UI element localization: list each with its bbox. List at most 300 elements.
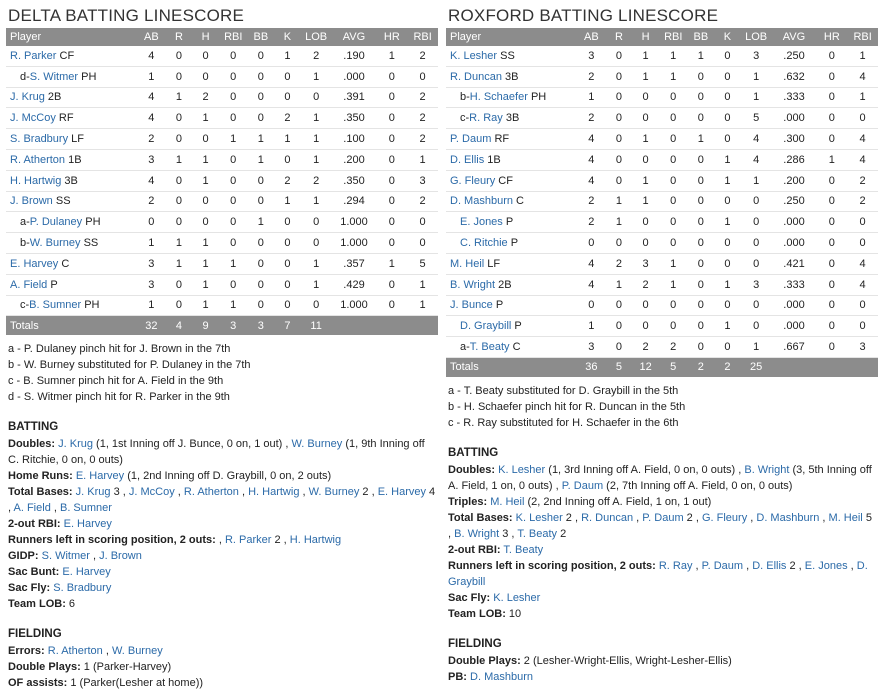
detail: (1, 1st Inning off J. Bunce, 0 on, 1 out) , <box>92 438 289 451</box>
stat-cell-h: 1 <box>192 253 219 274</box>
player-link[interactable]: K. Lesher <box>515 511 563 524</box>
total-empty <box>331 316 376 336</box>
stat-cell-hr: 0 <box>817 46 848 66</box>
stat-cell-rbi2: 2 <box>407 129 438 150</box>
stat-cell-r: 1 <box>166 149 193 170</box>
position: SS <box>55 195 71 208</box>
stat-cell-bb: 0 <box>248 274 275 295</box>
player-link[interactable]: E. Harvey <box>10 257 59 270</box>
position: P <box>514 320 522 333</box>
stat-cell-r: 0 <box>166 212 193 233</box>
player-link[interactable]: E. Harvey <box>62 566 111 579</box>
delta-risp <box>8 532 438 548</box>
delta-batting-section <box>6 419 438 691</box>
stat-cell-ab: 4 <box>577 170 606 191</box>
stat-cell-avg: .632 <box>771 66 816 87</box>
delta-panel <box>6 0 438 691</box>
stat-cell-bb: 0 <box>688 170 715 191</box>
column-header: HR <box>377 28 408 46</box>
player-cell <box>446 337 577 358</box>
stat-cell-avg: 1.000 <box>331 212 376 233</box>
stat-cell-k: 0 <box>714 108 741 129</box>
player-link[interactable]: B. Wright <box>450 278 496 291</box>
column-header: RBI <box>847 28 878 46</box>
stat-cell-r: 0 <box>606 233 633 254</box>
player-link[interactable]: B. Sumner <box>29 299 82 312</box>
stat-cell-hr: 0 <box>817 212 848 233</box>
stat-cell-r: 0 <box>606 337 633 358</box>
stat-cell-k: 0 <box>274 295 301 316</box>
detail: , <box>238 486 249 499</box>
roxford-doubles <box>448 462 878 494</box>
stat-cell-ab: 4 <box>577 149 606 170</box>
player-link[interactable]: D. Graybill <box>460 320 512 333</box>
delta-double-plays <box>8 659 438 675</box>
player-link[interactable]: G. Fleury <box>701 511 748 524</box>
stat-cell-rbi: 0 <box>659 191 688 212</box>
stat-cell-h: 1 <box>192 295 219 316</box>
player-cell <box>6 170 137 191</box>
stat-cell-r: 1 <box>606 191 633 212</box>
player-link[interactable]: B. Wright <box>744 463 790 476</box>
table-row <box>6 66 438 87</box>
position: P <box>50 278 58 291</box>
label: Doubles: <box>448 463 496 476</box>
stat-cell-ab: 4 <box>577 129 606 150</box>
player-link[interactable]: D. Graybill <box>448 559 868 588</box>
player-cell <box>446 253 577 274</box>
player-link[interactable]: E. Harvey <box>63 518 112 531</box>
stat-cell-k: 0 <box>714 46 741 66</box>
stat-cell-rbi: 0 <box>219 66 248 87</box>
stat-cell-r: 0 <box>606 149 633 170</box>
player-link[interactable]: P. Daum <box>561 479 604 492</box>
stat-cell-avg: .391 <box>331 87 376 108</box>
table-row <box>446 108 878 129</box>
player-link[interactable]: A. Field <box>13 502 51 515</box>
total-empty <box>771 357 816 377</box>
delta-gidp <box>8 548 438 564</box>
stat-cell-h: 1 <box>192 170 219 191</box>
roxford-header-row <box>446 28 878 46</box>
stat-cell-bb: 0 <box>688 295 715 316</box>
player-link[interactable]: A. Field <box>10 278 48 291</box>
player-link[interactable]: D. Ellis <box>752 559 787 572</box>
stat-cell-rbi: 0 <box>219 191 248 212</box>
detail: (2, 7th Inning off A. Field, 0 on, 0 outs) <box>603 479 793 492</box>
stat-cell-hr: 0 <box>817 108 848 129</box>
stat-cell-lob: 1 <box>301 253 332 274</box>
player-link[interactable]: P. Daum <box>701 559 744 572</box>
player-link[interactable]: H. Hartwig <box>248 486 300 499</box>
player-link[interactable]: M. Heil <box>828 511 863 524</box>
stat-cell-k: 0 <box>274 149 301 170</box>
total-k: 7 <box>274 316 301 336</box>
player-cell <box>6 295 137 316</box>
detail: , <box>633 511 643 524</box>
stat-cell-k: 2 <box>274 170 301 191</box>
player-link[interactable]: W. Burney <box>29 237 81 250</box>
player-link[interactable]: M. Heil <box>450 257 485 270</box>
total-bb: 3 <box>248 316 275 336</box>
total-empty <box>847 357 878 377</box>
label: Total Bases: <box>448 511 513 524</box>
stat-cell-rbi2: 1 <box>847 87 878 108</box>
delta-header-row <box>6 28 438 46</box>
stat-cell-h: 1 <box>632 66 659 87</box>
player-link[interactable]: E. Harvey <box>377 486 426 499</box>
detail: , <box>747 511 757 524</box>
stat-cell-rbi2: 2 <box>407 191 438 212</box>
table-row <box>446 191 878 212</box>
player-cell <box>6 212 137 233</box>
stat-cell-avg: .000 <box>771 108 816 129</box>
stat-cell-rbi2: 0 <box>407 212 438 233</box>
column-header: AVG <box>331 28 376 46</box>
stat-cell-k: 0 <box>274 212 301 233</box>
value: 6 <box>65 598 76 611</box>
stat-cell-avg: 1.000 <box>331 233 376 254</box>
total-lob: 11 <box>301 316 332 336</box>
label: Home Runs: <box>8 470 73 483</box>
stat-cell-r: 0 <box>166 170 193 191</box>
column-header: H <box>632 28 659 46</box>
player-link[interactable]: J. Brown <box>99 550 142 563</box>
detail: , <box>299 486 309 499</box>
roxford-note-c: c - R. Ray substituted for H. Schaefer in the 6th <box>448 416 679 429</box>
player-link[interactable]: J. McCoy <box>10 112 56 125</box>
stat-cell-h: 1 <box>192 108 219 129</box>
stat-cell-avg: .250 <box>771 191 816 212</box>
stat-cell-rbi2: 2 <box>407 87 438 108</box>
sub-prefix: c- <box>20 299 30 312</box>
delta-note-c: c - B. Sumner pinch hit for A. Field in the 9th <box>8 375 224 388</box>
stat-cell-lob: 1 <box>301 108 332 129</box>
stat-cell-h: 1 <box>192 274 219 295</box>
stat-cell-h: 0 <box>632 316 659 337</box>
stat-cell-hr: 0 <box>377 108 408 129</box>
label: Double Plays: <box>448 654 521 667</box>
label: Sac Fly: <box>8 582 51 595</box>
player-link[interactable]: S. Witmer <box>41 550 90 563</box>
roxford-sac-fly <box>448 590 878 606</box>
delta-sac-fly <box>8 580 438 596</box>
player-link[interactable]: J. Bunce <box>450 299 493 312</box>
player-link[interactable]: D. Mashburn <box>450 195 513 208</box>
player-link[interactable]: T. Beaty <box>517 527 558 540</box>
detail: 2 , <box>562 511 582 524</box>
table-row <box>6 274 438 295</box>
stat-cell-rbi: 0 <box>659 233 688 254</box>
table-row <box>6 253 438 274</box>
totals-label: Totals <box>6 316 137 336</box>
stat-cell-ab: 2 <box>577 191 606 212</box>
position: 2B <box>47 91 62 104</box>
stat-cell-avg: .000 <box>331 66 376 87</box>
stat-cell-h: 1 <box>632 170 659 191</box>
player-link[interactable]: J. Krug <box>75 486 111 499</box>
sub-prefix: b- <box>20 237 30 250</box>
player-link[interactable]: B. Sumner <box>59 502 112 515</box>
delta-of-assists <box>8 675 438 691</box>
player-cell <box>6 233 137 254</box>
stat-cell-k: 2 <box>274 108 301 129</box>
value: 1 (Parker(Lesher at home)) <box>67 677 204 690</box>
position: PH <box>530 91 547 104</box>
stat-cell-rbi2: 1 <box>407 149 438 170</box>
stat-cell-h: 0 <box>632 87 659 108</box>
stat-cell-r: 0 <box>606 316 633 337</box>
stat-cell-k: 0 <box>714 87 741 108</box>
stat-cell-h: 1 <box>632 191 659 212</box>
player-link[interactable]: R. Ray <box>658 559 693 572</box>
player-link[interactable]: R. Atherton <box>183 486 239 499</box>
stat-cell-ab: 1 <box>137 295 166 316</box>
player-link[interactable]: D. Mashburn <box>756 511 820 524</box>
stat-cell-lob: 1 <box>301 66 332 87</box>
player-link[interactable]: B. Wright <box>454 527 500 540</box>
roxford-notes <box>446 383 878 431</box>
stat-cell-rbi: 1 <box>659 66 688 87</box>
delta-note-b: b - W. Burney substituted for P. Dulaney in the 7th <box>8 359 251 372</box>
column-header: LOB <box>741 28 772 46</box>
stat-cell-bb: 0 <box>248 253 275 274</box>
stat-cell-rbi2: 0 <box>847 108 878 129</box>
position: P <box>495 299 504 312</box>
position: C <box>61 257 70 270</box>
total-h: 9 <box>192 316 219 336</box>
player-link[interactable]: C. Ritchie <box>460 237 508 250</box>
stat-cell-lob: 1 <box>741 337 772 358</box>
stat-cell-rbi: 0 <box>659 108 688 129</box>
detail: , <box>50 502 60 515</box>
detail: , <box>692 559 702 572</box>
player-cell <box>446 191 577 212</box>
label: Team LOB: <box>8 598 66 611</box>
total-rbi: 3 <box>219 316 248 336</box>
player-link[interactable]: J. Krug <box>58 438 93 451</box>
stat-cell-lob: 0 <box>741 233 772 254</box>
player-link[interactable]: T. Beaty <box>503 543 544 556</box>
stat-cell-h: 0 <box>192 66 219 87</box>
player-link[interactable]: H. Schaefer <box>469 91 528 104</box>
stat-cell-rbi2: 2 <box>407 108 438 129</box>
player-link[interactable]: S. Witmer <box>29 70 79 83</box>
stat-cell-avg: .429 <box>331 274 376 295</box>
player-link[interactable]: R. Duncan <box>450 70 502 83</box>
stat-cell-rbi: 0 <box>219 108 248 129</box>
stat-cell-r: 1 <box>166 233 193 254</box>
total-h: 12 <box>632 357 659 377</box>
player-link[interactable]: J. McCoy <box>128 486 175 499</box>
stat-cell-lob: 3 <box>741 274 772 295</box>
stat-cell-rbi: 0 <box>659 170 688 191</box>
stat-cell-bb: 0 <box>688 316 715 337</box>
stat-cell-rbi2: 0 <box>407 233 438 254</box>
table-row <box>6 191 438 212</box>
player-link[interactable]: S. Bradbury <box>10 133 69 146</box>
player-link[interactable]: H. Hartwig <box>10 174 62 187</box>
position: 2B <box>498 278 512 291</box>
player-link[interactable]: E. Harvey <box>75 470 125 483</box>
sub-prefix: c- <box>460 112 470 125</box>
roxford-team-lob <box>448 606 878 622</box>
player-link[interactable]: G. Fleury <box>450 174 496 187</box>
label: 2-out RBI: <box>8 518 61 531</box>
player-link[interactable]: H. Hartwig <box>289 534 342 547</box>
total-lob: 25 <box>741 357 772 377</box>
column-header: AVG <box>771 28 816 46</box>
stat-cell-k: 0 <box>714 129 741 150</box>
player-link[interactable]: J. Krug <box>10 91 45 104</box>
stat-cell-avg: .421 <box>771 253 816 274</box>
stat-cell-ab: 1 <box>577 87 606 108</box>
roxford-title: ROXFORD BATTING LINESCORE <box>448 6 719 25</box>
player-link[interactable]: M. Heil <box>490 495 525 508</box>
stat-cell-ab: 3 <box>577 46 606 66</box>
stat-cell-bb: 1 <box>248 149 275 170</box>
total-bb: 2 <box>688 357 715 377</box>
stat-cell-lob: 1 <box>301 149 332 170</box>
roxford-fielding-heading: FIELDING <box>448 637 502 650</box>
stat-cell-ab: 0 <box>577 233 606 254</box>
stat-cell-k: 0 <box>714 66 741 87</box>
stat-cell-k: 0 <box>714 337 741 358</box>
stat-cell-avg: .357 <box>331 253 376 274</box>
player-link[interactable]: W. Burney <box>308 486 360 499</box>
delta-home-runs <box>8 468 438 484</box>
table-row <box>446 316 878 337</box>
sub-prefix: d- <box>20 70 30 83</box>
player-link[interactable]: E. Jones <box>804 559 848 572</box>
stat-cell-rbi2: 0 <box>407 66 438 87</box>
player-link[interactable]: P. Daum <box>642 511 684 524</box>
player-link[interactable]: K. Lesher <box>498 463 546 476</box>
stat-cell-rbi2: 4 <box>847 274 878 295</box>
player-link[interactable]: K. Lesher <box>450 49 498 62</box>
value: 2 (Lesher-Wright-Ellis, Wright-Lesher-Ellis) <box>520 654 732 667</box>
detail: (2, 2nd Inning off A. Field, 1 on, 1 out) <box>524 495 712 508</box>
player-link[interactable]: R. Parker <box>224 534 272 547</box>
stat-cell-hr: 0 <box>817 233 848 254</box>
delta-doubles <box>8 436 438 468</box>
stat-cell-hr: 0 <box>817 66 848 87</box>
delta-batting-heading: BATTING <box>8 421 59 434</box>
stat-cell-ab: 0 <box>137 212 166 233</box>
player-link[interactable]: W. Burney <box>111 645 163 658</box>
stat-cell-r: 0 <box>606 66 633 87</box>
table-row <box>6 87 438 108</box>
player-link[interactable]: R. Duncan <box>581 511 634 524</box>
delta-total-bases <box>8 484 438 516</box>
totals-label: Totals <box>446 357 577 377</box>
detail: , <box>102 645 112 658</box>
stat-cell-k: 0 <box>274 87 301 108</box>
player-link[interactable]: R. Parker <box>10 49 57 62</box>
stat-cell-r: 0 <box>166 129 193 150</box>
detail: (3, 5th Inning off A. Field, 1 on, 0 outs) , <box>448 463 872 492</box>
detail: (1, 2nd Inning off D. Graybill, 0 on, 2 outs) <box>124 470 332 483</box>
stat-cell-k: 0 <box>714 253 741 274</box>
stat-cell-rbi: 1 <box>219 295 248 316</box>
position: C <box>512 341 521 354</box>
delta-fielding-heading: FIELDING <box>8 628 62 641</box>
table-row <box>446 87 878 108</box>
column-header: LOB <box>301 28 332 46</box>
player-link[interactable]: D. Mashburn <box>470 670 533 683</box>
player-cell <box>6 253 137 274</box>
player-cell <box>446 316 577 337</box>
stat-cell-rbi: 0 <box>219 87 248 108</box>
player-link[interactable]: W. Burney <box>291 438 343 451</box>
stat-cell-rbi2: 5 <box>407 253 438 274</box>
stat-cell-avg: .200 <box>771 170 816 191</box>
player-link[interactable]: J. Brown <box>10 195 53 208</box>
stat-cell-rbi2: 0 <box>847 295 878 316</box>
player-link[interactable]: R. Atherton <box>47 645 103 658</box>
stat-cell-k: 0 <box>714 295 741 316</box>
stat-cell-avg: .294 <box>331 191 376 212</box>
delta-notes <box>6 341 438 405</box>
player-cell <box>446 170 577 191</box>
stat-cell-h: 0 <box>192 46 219 66</box>
stat-cell-avg: .300 <box>771 129 816 150</box>
total-r: 5 <box>606 357 633 377</box>
stat-cell-rbi: 0 <box>659 316 688 337</box>
player-cell <box>446 87 577 108</box>
column-header: R <box>606 28 633 46</box>
stat-cell-r: 0 <box>166 46 193 66</box>
label: Runners left in scoring position, 2 outs: <box>8 534 216 547</box>
total-ab: 32 <box>137 316 166 336</box>
player-link[interactable]: S. Bradbury <box>53 582 112 595</box>
player-link[interactable]: K. Lesher <box>493 591 541 604</box>
stat-cell-hr: 1 <box>377 253 408 274</box>
stat-cell-r: 0 <box>606 295 633 316</box>
stat-cell-rbi: 0 <box>659 149 688 170</box>
stat-cell-hr: 0 <box>817 295 848 316</box>
stat-cell-r: 0 <box>606 87 633 108</box>
table-row <box>6 129 438 150</box>
player-link[interactable]: R. Atherton <box>10 153 66 166</box>
stat-cell-h: 0 <box>632 149 659 170</box>
sub-prefix: a- <box>20 216 30 229</box>
stat-cell-rbi: 1 <box>219 129 248 150</box>
player-link[interactable]: D. Ellis <box>450 153 485 166</box>
player-link[interactable]: E. Jones <box>460 216 503 229</box>
stat-cell-lob: 4 <box>741 129 772 150</box>
stat-cell-r: 1 <box>166 87 193 108</box>
player-link[interactable]: R. Ray <box>469 112 503 125</box>
stat-cell-hr: 0 <box>377 87 408 108</box>
detail: , <box>215 534 225 547</box>
player-link[interactable]: T. Beaty <box>469 341 510 354</box>
stat-cell-rbi: 1 <box>659 46 688 66</box>
stat-cell-lob: 1 <box>741 66 772 87</box>
player-link[interactable]: P. Daum <box>450 133 492 146</box>
stat-cell-hr: 0 <box>817 191 848 212</box>
stat-cell-bb: 0 <box>248 108 275 129</box>
position: 1B <box>487 153 501 166</box>
stat-cell-ab: 2 <box>137 129 166 150</box>
position: SS <box>500 49 515 62</box>
total-ab: 36 <box>577 357 606 377</box>
stat-cell-rbi: 1 <box>659 274 688 295</box>
player-link[interactable]: P. Dulaney <box>29 216 83 229</box>
delta-title: DELTA BATTING LINESCORE <box>8 6 245 25</box>
stat-cell-lob: 1 <box>301 274 332 295</box>
player-cell <box>6 87 137 108</box>
